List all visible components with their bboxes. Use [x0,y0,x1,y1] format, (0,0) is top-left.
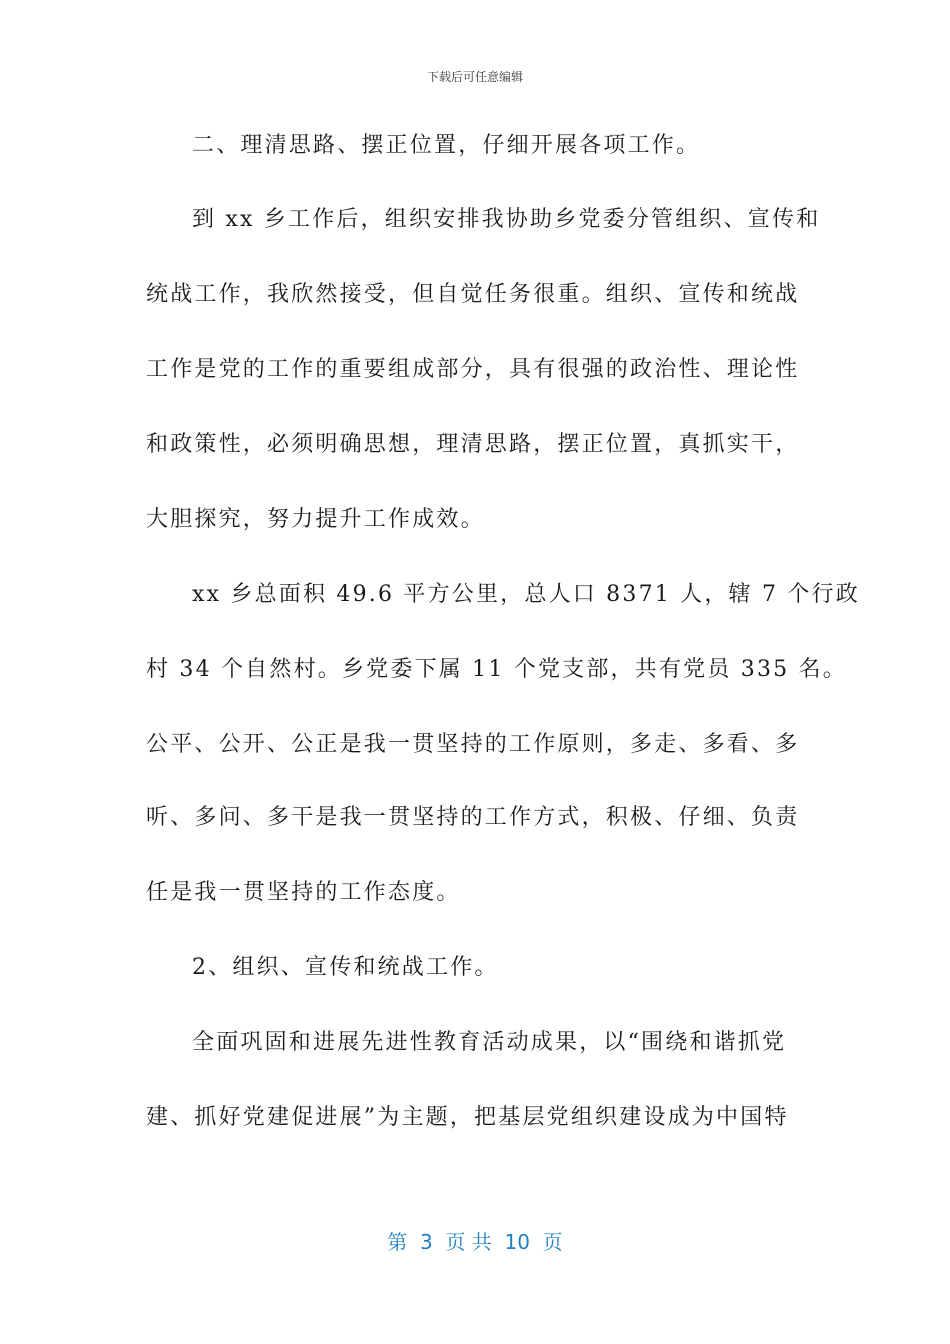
text-line-10: 听、多问、多干是我一贯坚持的工作方式，积极、仔细、负责 [146,805,800,830]
text-line-1: 二、理清思路、摆正位置，仔细开展各项工作。 [192,133,701,158]
page-header-note: 下载后可任意编辑 [426,70,523,84]
text-line-9: 公平、公开、公正是我一贯坚持的工作原则，多走、多看、多 [146,732,800,757]
text-line-5: 和政策性，必须明确思想，理清思路，摆正位置，真抓实干， [146,432,800,457]
text-line-8: 村 34 个自然村。乡党委下属 11 个党支部，共有党员 335 名。 [146,657,847,682]
text-line-3: 统战工作，我欣然接受，但自觉任务很重。组织、宣传和统战 [146,282,800,307]
text-line-7: xx 乡总面积 49.6 平方公里，总人口 8371 人，辖 7 个行政 [192,582,860,607]
page-number-footer: 第 3 页 共 10 页 [387,1230,563,1254]
text-line-2: 到 xx 乡工作后，组织安排我协助乡党委分管组织、宣传和 [192,207,821,232]
text-line-13: 全面巩固和进展先进性教育活动成果，以“围绕和谐抓党 [192,1030,787,1055]
text-line-14: 建、抓好党建促进展”为主题，把基层党组织建设成为中国特 [146,1105,789,1130]
text-line-6: 大胆探究，努力提升工作成效。 [146,507,485,532]
text-line-11: 任是我一贯坚持的工作态度。 [146,880,461,905]
text-line-12: 2、组织、宣传和统战工作。 [192,955,499,980]
text-line-4: 工作是党的工作的重要组成部分，具有很强的政治性、理论性 [146,357,800,382]
